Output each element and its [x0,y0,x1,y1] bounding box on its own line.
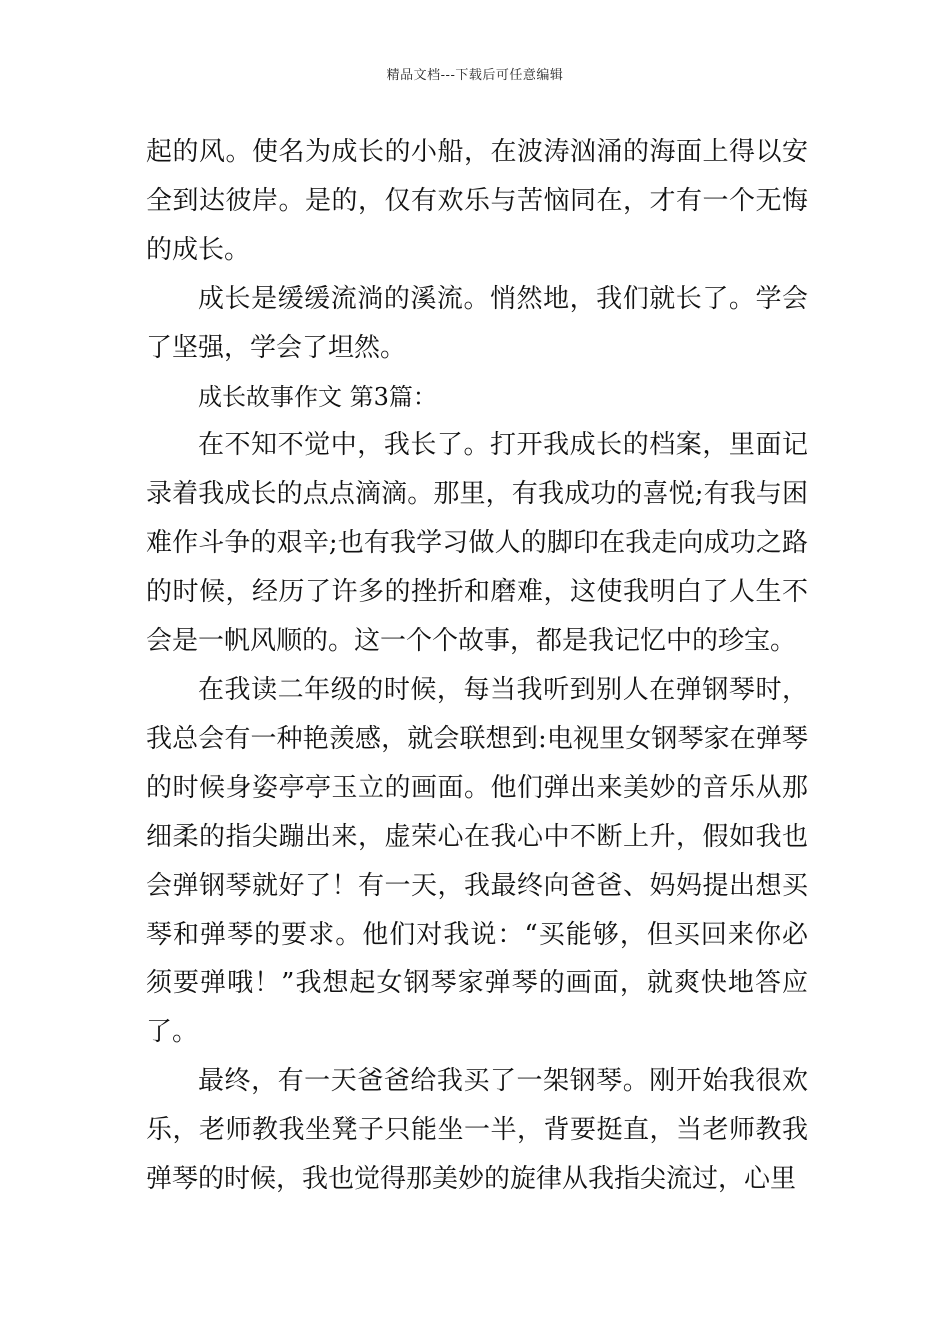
paragraph-2: 成长是缓缓流淌的溪流。悄然地，我们就长了。学会了坚强，学会了坦然。 [146,283,808,363]
paragraph-4: 在我读二年级的时候，每当我听到别人在弹钢琴时，我总会有一种艳羡感，就会联想到:电视里女钢琴家在弹琴的时候身姿亭亭玉立的画面。他们弹出来美妙的音乐从那细柔的指尖蹦出来，虚荣心在我心中不断上升，假如我也会弹钢琴就好了！有一天，我最终向爸爸、妈妈提出想买琴和弹琴的要求。他们对我说：“买能够，但买回来你必须要弹哦！”我想起女钢琴家弹琴的画面，就爽快地答应了。 [146,674,808,1048]
section-title: 成长故事作文 第3篇： [198,382,437,411]
paragraph-5: 最终，有一天爸爸给我买了一架钢琴。刚开始我很欢乐，老师教我坐凳子只能坐一半，背要挺直，当老师教我弹琴的时候，我也觉得那美妙的旋律从我指尖流过，心里 [146,1066,808,1195]
paragraph-1: 起的风。使名为成长的小船，在波涛汹涌的海面上得以安全到达彼岸。是的，仅有欢乐与苦恼同在，才有一个无悔的成长。 [146,137,808,265]
paragraph-3: 在不知不觉中，我长了。打开我成长的档案，里面记录着我成长的点点滴滴。那里，有我成功的喜悦;有我与困难作斗争的艰辛;也有我学习做人的脚印在我走向成功之路的时候，经历了许多的挫折和磨难，这使我明白了人生不会是一帆风顺的。这一个个故事，都是我记忆中的珍宝。 [146,430,808,657]
page-header: 精品文档---下载后可任意编辑 [386,68,564,83]
document-body [146,128,808,1204]
